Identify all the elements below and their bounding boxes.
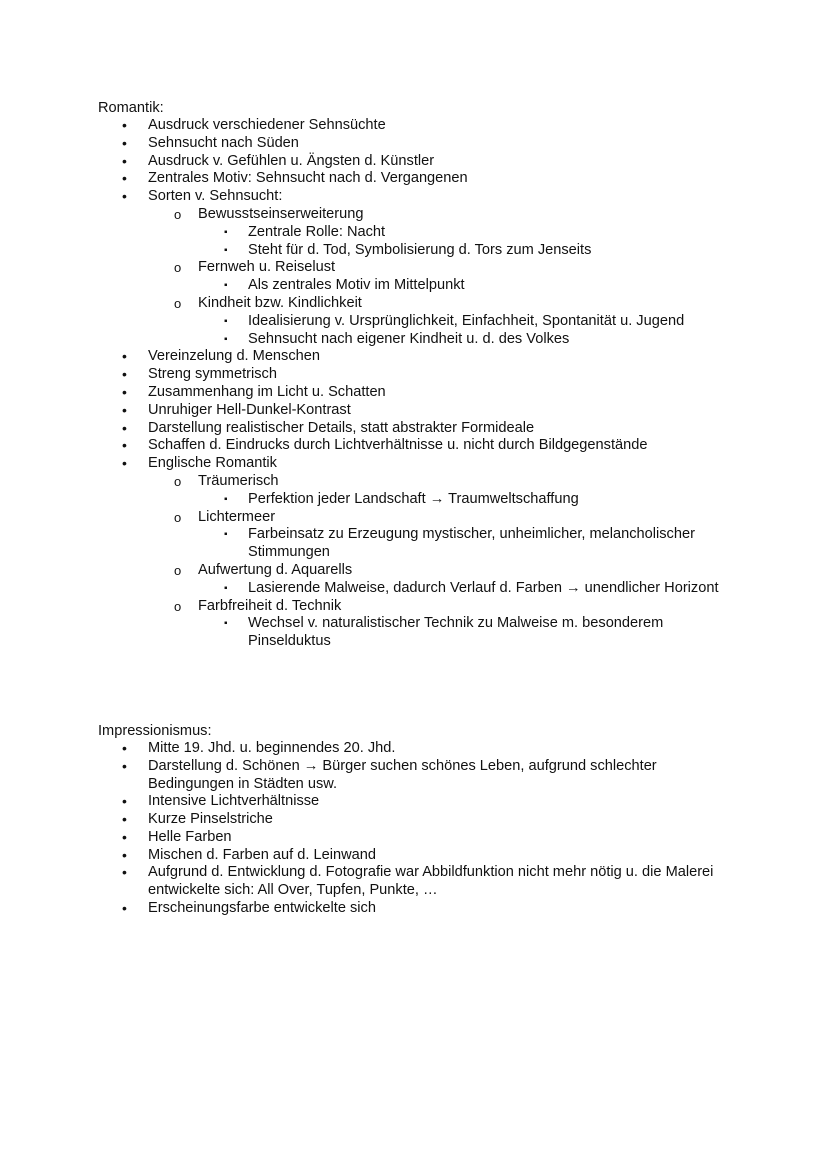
list-item-text: Zusammenhang im Licht u. Schatten bbox=[148, 383, 386, 400]
bullet-icon: • bbox=[122, 437, 127, 454]
bullet-icon: ▪ bbox=[224, 244, 228, 256]
section-romantik bbox=[98, 99, 738, 651]
bullet-icon: ▪ bbox=[224, 226, 228, 238]
bullet-icon: ▪ bbox=[224, 582, 228, 594]
bullet-icon: • bbox=[122, 811, 127, 828]
bullet-icon: ▪ bbox=[224, 315, 228, 327]
list-item bbox=[98, 811, 738, 829]
list-item-text: Idealisierung v. Ursprünglichkeit, Einfachheit, Spontanität u. Jugend bbox=[248, 312, 685, 329]
list-item bbox=[98, 331, 738, 349]
bullet-icon: • bbox=[122, 366, 127, 383]
bullet-icon: ▪ bbox=[224, 493, 228, 505]
bullet-icon: o bbox=[174, 509, 182, 525]
list-item bbox=[98, 224, 738, 242]
list-item-text: Mischen d. Farben auf d. Leinwand bbox=[148, 846, 376, 863]
bullet-icon: o bbox=[174, 206, 182, 222]
bullet-list bbox=[98, 117, 738, 651]
list-item bbox=[98, 829, 738, 847]
list-item bbox=[98, 366, 738, 384]
list-item bbox=[98, 313, 738, 331]
bullet-icon: ▪ bbox=[224, 280, 228, 292]
section-title: Impressionismus: bbox=[98, 722, 212, 739]
section-impressionismus bbox=[98, 722, 738, 918]
list-item-text: Wechsel v. naturalistischer Technik zu Malweise m. besonderem Pinselduktus bbox=[248, 615, 664, 650]
list-item bbox=[98, 847, 738, 865]
list-item-text: Helle Farben bbox=[148, 828, 232, 845]
list-item-text: Sehnsucht nach eigener Kindheit u. d. des Volkes bbox=[248, 330, 570, 347]
list-item-text: Kurze Pinselstriche bbox=[148, 811, 273, 828]
list-item-text: Aufgrund d. Entwicklung d. Fotografie war Abbildfunktion nicht mehr nötig u. die Malerei entwickelte sich: All Over, Tupfen, Punkte, … bbox=[148, 864, 714, 899]
list-item bbox=[98, 170, 738, 188]
list-item-text: Erscheinungsfarbe entwickelte sich bbox=[148, 900, 376, 917]
bullet-icon: o bbox=[174, 473, 182, 489]
list-item-text: Als zentrales Motiv im Mittelpunkt bbox=[248, 277, 465, 294]
list-item-text: Streng symmetrisch bbox=[148, 366, 277, 383]
bullet-icon: • bbox=[122, 152, 127, 169]
list-item bbox=[98, 615, 738, 651]
list-item bbox=[98, 242, 738, 260]
list-item bbox=[98, 526, 738, 562]
bullet-icon: • bbox=[122, 117, 127, 133]
list-item-text: Lichtermeer bbox=[198, 508, 276, 525]
list-item-text: Intensive Lichtverhältnisse bbox=[148, 793, 320, 810]
bullet-icon: ▪ bbox=[224, 333, 228, 345]
bullet-icon: • bbox=[122, 900, 127, 917]
bullet-icon: ▪ bbox=[224, 618, 228, 630]
list-item-text: Fernweh u. Reiselust bbox=[198, 259, 336, 276]
list-item bbox=[98, 900, 738, 918]
list-item bbox=[98, 562, 738, 580]
list-item-text: Englische Romantik bbox=[148, 455, 277, 472]
bullet-icon: o bbox=[174, 260, 182, 276]
list-item-text: Träumerisch bbox=[198, 472, 279, 489]
list-item-text: Ausdruck verschiedener Sehnsüchte bbox=[148, 117, 386, 133]
list-item-text: Darstellung realistischer Details, statt abstrakter Formideale bbox=[148, 419, 535, 436]
list-item bbox=[98, 295, 738, 313]
list-item bbox=[98, 259, 738, 277]
list-item-text: Darstellung d. Schönen → Bürger suchen schönes Leben, aufgrund schlechter Bedingungen in Städten usw. bbox=[148, 757, 657, 792]
list-item-text: Unruhiger Hell-Dunkel-Kontrast bbox=[148, 401, 351, 418]
list-item-text: Farbfreiheit d. Technik bbox=[198, 597, 342, 614]
document-page bbox=[98, 99, 738, 918]
bullet-icon: o bbox=[174, 562, 182, 578]
list-item-text: Zentrale Rolle: Nacht bbox=[248, 223, 386, 240]
list-item-text: Bewusstseinserweiterung bbox=[198, 205, 364, 222]
list-item-text: Aufwertung d. Aquarells bbox=[198, 561, 353, 578]
list-item-text: Farbeinsatz zu Erzeugung mystischer, unheimlicher, melancholischer Stimmungen bbox=[248, 526, 695, 561]
bullet-icon: • bbox=[122, 793, 127, 810]
bullet-icon: o bbox=[174, 295, 182, 311]
list-item-text: Ausdruck v. Gefühlen u. Ängsten d. Künstler bbox=[148, 152, 435, 169]
list-item bbox=[98, 402, 738, 420]
list-item bbox=[98, 384, 738, 402]
bullet-icon: • bbox=[122, 828, 127, 845]
list-item-text: Steht für d. Tod, Symbolisierung d. Tors zum Jenseits bbox=[248, 241, 592, 258]
bullet-icon: • bbox=[122, 170, 127, 187]
bullet-icon: • bbox=[122, 757, 127, 774]
list-item bbox=[98, 740, 738, 758]
list-item-text: Sorten v. Sehnsucht: bbox=[148, 188, 283, 205]
bullet-icon: • bbox=[122, 383, 127, 400]
bullet-icon: • bbox=[122, 455, 127, 472]
list-item bbox=[98, 598, 738, 616]
list-item bbox=[98, 117, 738, 135]
bullet-list bbox=[98, 740, 738, 918]
bullet-icon: • bbox=[122, 348, 127, 365]
list-item-text: Perfektion jeder Landschaft → Traumweltschaffung bbox=[248, 490, 579, 507]
list-item bbox=[98, 758, 738, 794]
bullet-icon: • bbox=[122, 739, 127, 756]
list-item bbox=[98, 491, 738, 509]
list-item bbox=[98, 348, 738, 366]
list-item bbox=[98, 455, 738, 473]
list-item bbox=[98, 135, 738, 153]
bullet-icon: • bbox=[122, 864, 127, 881]
list-item-text: Kindheit bzw. Kindlichkeit bbox=[198, 294, 362, 311]
bullet-icon: • bbox=[122, 188, 127, 205]
list-item-text: Sehnsucht nach Süden bbox=[148, 134, 299, 151]
list-item bbox=[98, 153, 738, 171]
list-item-text: Mitte 19. Jhd. u. beginnendes 20. Jhd. bbox=[148, 739, 396, 756]
list-item bbox=[98, 793, 738, 811]
bullet-icon: • bbox=[122, 134, 127, 151]
list-item bbox=[98, 509, 738, 527]
section-title: Romantik: bbox=[98, 100, 164, 116]
list-item-text: Schaffen d. Eindrucks durch Lichtverhältnisse u. nicht durch Bildgegenstände bbox=[148, 437, 648, 454]
list-item bbox=[98, 277, 738, 295]
list-item bbox=[98, 420, 738, 438]
bullet-icon: o bbox=[174, 598, 182, 614]
bullet-icon: ▪ bbox=[224, 529, 228, 541]
bullet-icon: • bbox=[122, 846, 127, 863]
list-item bbox=[98, 188, 738, 206]
list-item-text: Vereinzelung d. Menschen bbox=[148, 348, 320, 365]
list-item bbox=[98, 206, 738, 224]
list-item bbox=[98, 580, 738, 598]
bullet-icon: • bbox=[122, 401, 127, 418]
list-item-text: Zentrales Motiv: Sehnsucht nach d. Vergangenen bbox=[148, 170, 468, 187]
list-item bbox=[98, 864, 738, 900]
bullet-icon: • bbox=[122, 419, 127, 436]
list-item-text: Lasierende Malweise, dadurch Verlauf d. Farben → unendlicher Horizont bbox=[248, 579, 719, 596]
list-item bbox=[98, 473, 738, 491]
list-item bbox=[98, 437, 738, 455]
